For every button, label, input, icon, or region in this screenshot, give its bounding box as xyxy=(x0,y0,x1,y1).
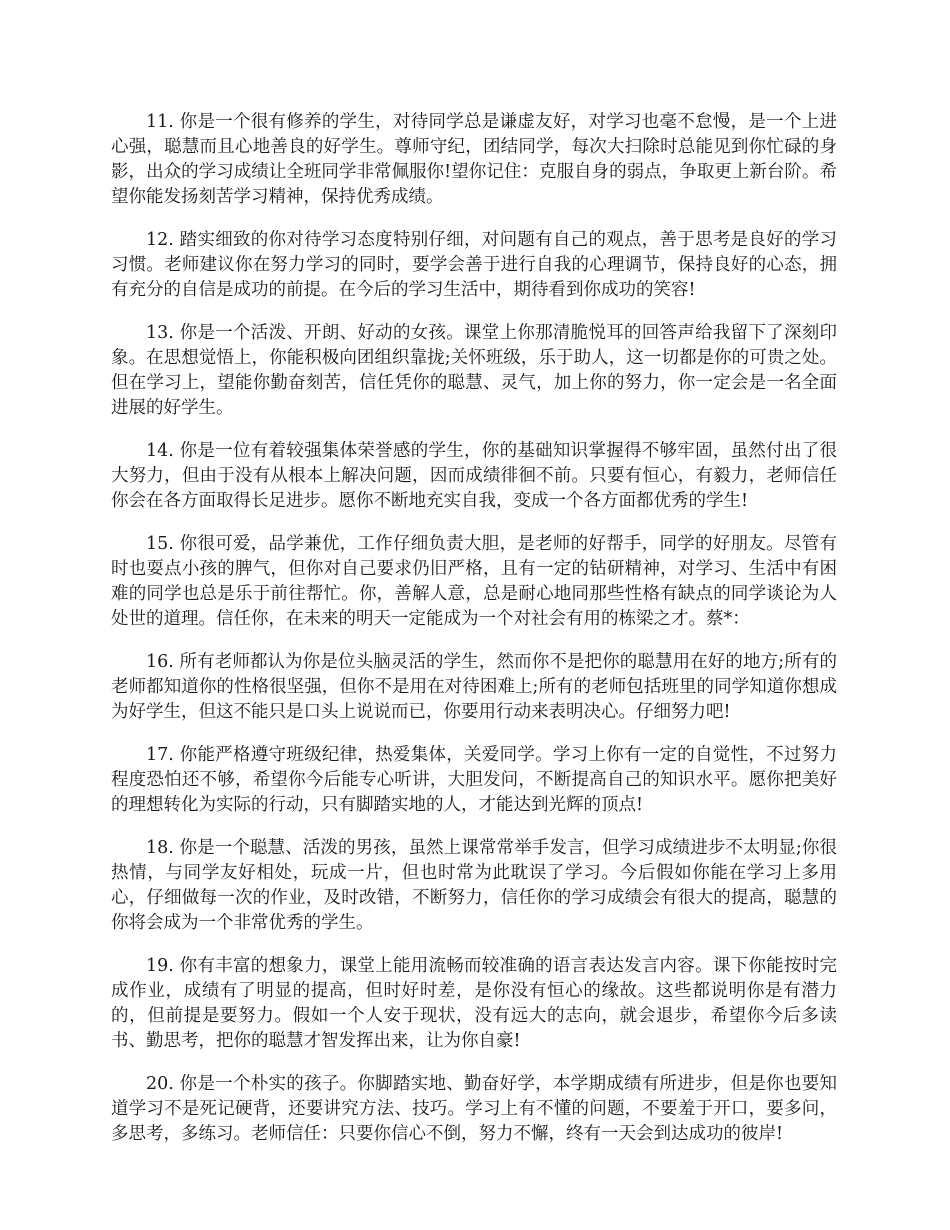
document-body xyxy=(111,110,837,1165)
comment-paragraph-14: 14. 你是一位有着较强集体荣誉感的学生，你的基础知识掌握得不够牢固，虽然付出了很大努力，但由于没有从根本上解决问题，因而成绩徘徊不前。只要有恒心，有毅力，老师信任你会在各方面取得长足进步。愿你不断地充实自我，变成一个各方面都优秀的学生! xyxy=(111,441,837,511)
comment-paragraph-18: 18. 你是一个聪慧、活泼的男孩，虽然上课常常举手发言，但学习成绩进步不太明显;你很热情，与同学友好相处，玩成一片，但也时常为此耽误了学习。今后假如你能在学习上多用心，仔细做每一次的作业，及时改错，不断努力，信任你的学习成绩会有很大的提高，聪慧的你将会成为一个非常优秀的学生。 xyxy=(111,838,837,933)
comment-paragraph-11: 11. 你是一个很有修养的学生，对待同学总是谦虚友好，对学习也毫不怠慢，是一个上进心强，聪慧而且心地善良的好学生。尊师守纪，团结同学，每次大扫除时总能见到你忙碌的身影，出众的学习成绩让全班同学非常佩服你!望你记住：克服自身的弱点，争取更上新台阶。希望你能发扬刻苦学习精神，保持优秀成绩。 xyxy=(111,112,837,207)
comment-paragraph-19: 19. 你有丰富的想象力，课堂上能用流畅而较准确的语言表达发言内容。课下你能按时完成作业，成绩有了明显的提高，但时好时差，是你没有恒心的缘故。这些都说明你是有潜力的，但前提是要努力。假如一个人安于现状，没有远大的志向，就会退步，希望你今后多读书、勤思考，把你的聪慧才智发挥出来，让为你自豪! xyxy=(111,956,837,1051)
comment-paragraph-15: 15. 你很可爱，品学兼优，工作仔细负责大胆，是老师的好帮手，同学的好朋友。尽管有时也耍点小孩的脾气，但你对自己要求仍旧严格，且有一定的钻研精神，对学习、生活中有困难的同学也总是乐于前往帮忙。你，善解人意，总是耐心地同那些性格有缺点的同学谈论为人处世的道理。信任你，在未来的明天一定能成为一个对社会有用的栋梁之才。蔡*： xyxy=(111,534,837,629)
comment-paragraph-17: 17. 你能严格遵守班级纪律，热爱集体，关爱同学。学习上你有一定的自觉性，不过努力程度恐怕还不够，希望你今后能专心听讲，大胆发问，不断提高自己的知识水平。愿你把美好的理想转化为实际的行动，只有脚踏实地的人，才能达到光辉的顶点! xyxy=(111,745,837,815)
comment-paragraph-16: 16. 所有老师都认为你是位头脑灵活的学生，然而你不是把你的聪慧用在好的地方;所有的老师都知道你的性格很坚强，但你不是用在对待困难上;所有的老师包括班里的同学知道你想成为好学生，但这不能只是口头上说说而已，你要用行动来表明决心。仔细努力吧! xyxy=(111,652,837,722)
comment-paragraph-12: 12. 踏实细致的你对待学习态度特别仔细，对问题有自己的观点，善于思考是良好的学习习惯。老师建议你在努力学习的同时，要学会善于进行自我的心理调节，保持良好的心态，拥有充分的自信是成功的前提。在今后的学习生活中，期待看到你成功的笑容! xyxy=(111,230,837,300)
comment-paragraph-13: 13. 你是一个活泼、开朗、好动的女孩。课堂上你那清脆悦耳的回答声给我留下了深刻印象。在思想觉悟上，你能积极向团组织靠拢;关怀班级，乐于助人，这一切都是你的可贵之处。但在学习上，望能你勤奋刻苦，信任凭你的聪慧、灵气，加上你的努力，你一定会是一名全面进展的好学生。 xyxy=(111,323,837,418)
comment-paragraph-20: 20. 你是一个朴实的孩子。你脚踏实地、勤奋好学，本学期成绩有所进步，但是你也要知道学习不是死记硬背，还要讲究方法、技巧。学习上有不懂的问题，不要羞于开口，要多问，多思考，多练习。老师信任：只要你信心不倒，努力不懈，终有一天会到达成功的彼岸! xyxy=(111,1074,837,1144)
